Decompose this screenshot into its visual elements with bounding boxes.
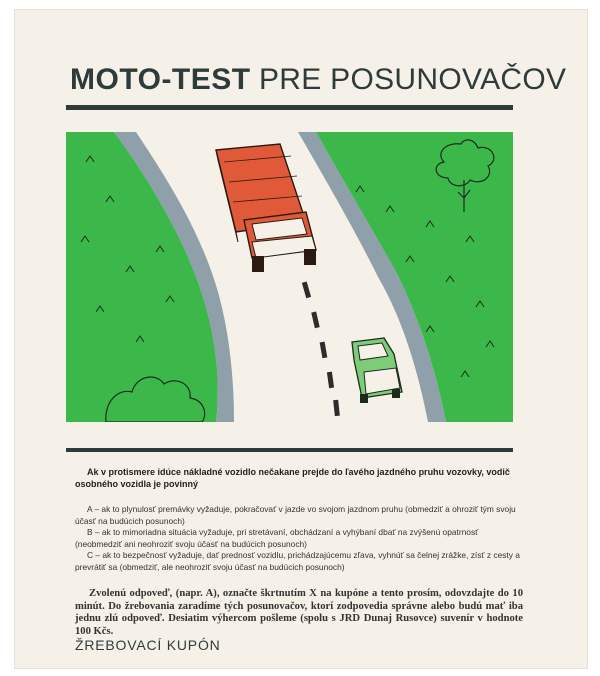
question-body: Ak v protismere idúce nákladné vozidlo nečakane prejde do ľavého jazdného pruhu vozovky, vodič osobného vozidla je povinný: [75, 467, 510, 489]
answer-options: [75, 504, 525, 573]
option-b: [75, 527, 525, 550]
option-c-text: C – ak to bezpečnosť vyžaduje, dať prednosť vozidlu, prichádzajúcemu zľava, vyhnúť sa čelnej zrážke, zísť z cesty a prevrátiť sa (obmedziť, ale neohroziť svoju účasť na budúcich posunoch): [75, 550, 520, 572]
road-illustration: [66, 132, 513, 422]
title-bold: MOTO-TEST: [70, 63, 251, 96]
road-scene-svg: [66, 132, 513, 422]
bottom-divider: [66, 448, 513, 452]
option-b-text: B – ak to mimoriadna situácia vyžaduje, pri stretávaní, obchádzaní a vyhýbaní dbať na zvýšenú opatrnosť (neobmedziť ani neohroziť svoju účasť na budúcich posunoch): [75, 527, 479, 549]
instructions-paragraph: [75, 588, 523, 638]
coupon-label: ŽREBOVACÍ KUPÓN: [75, 637, 221, 653]
title-rest: PRE POSUNOVAČOV: [258, 63, 567, 96]
page-title: [70, 62, 567, 98]
option-a: [75, 504, 525, 527]
instructions-text: Zvolenú odpoveď, (napr. A), označte škrtnutím X na kupóne a tento prosím, odovzdajte do 10 minút. Do žrebovania zaradíme tých posunovačov, ktorí zodpovedia správne alebo budú mať iba jednu zlú odpoveď. Desiatim výhercom pošleme (spolu s JRD Dunaj Rusovce) suvenír v hodnote 100 Kčs.: [75, 588, 523, 637]
top-divider: [66, 105, 513, 110]
option-c: [75, 550, 525, 573]
question-text: [75, 466, 520, 490]
option-a-text: A – ak to plynulosť premávky vyžaduje, pokračovať v jazde vo svojom jazdnom pruhu (obmedziť a ohroziť tým svoju účasť na budúcich posunoch): [75, 504, 516, 526]
